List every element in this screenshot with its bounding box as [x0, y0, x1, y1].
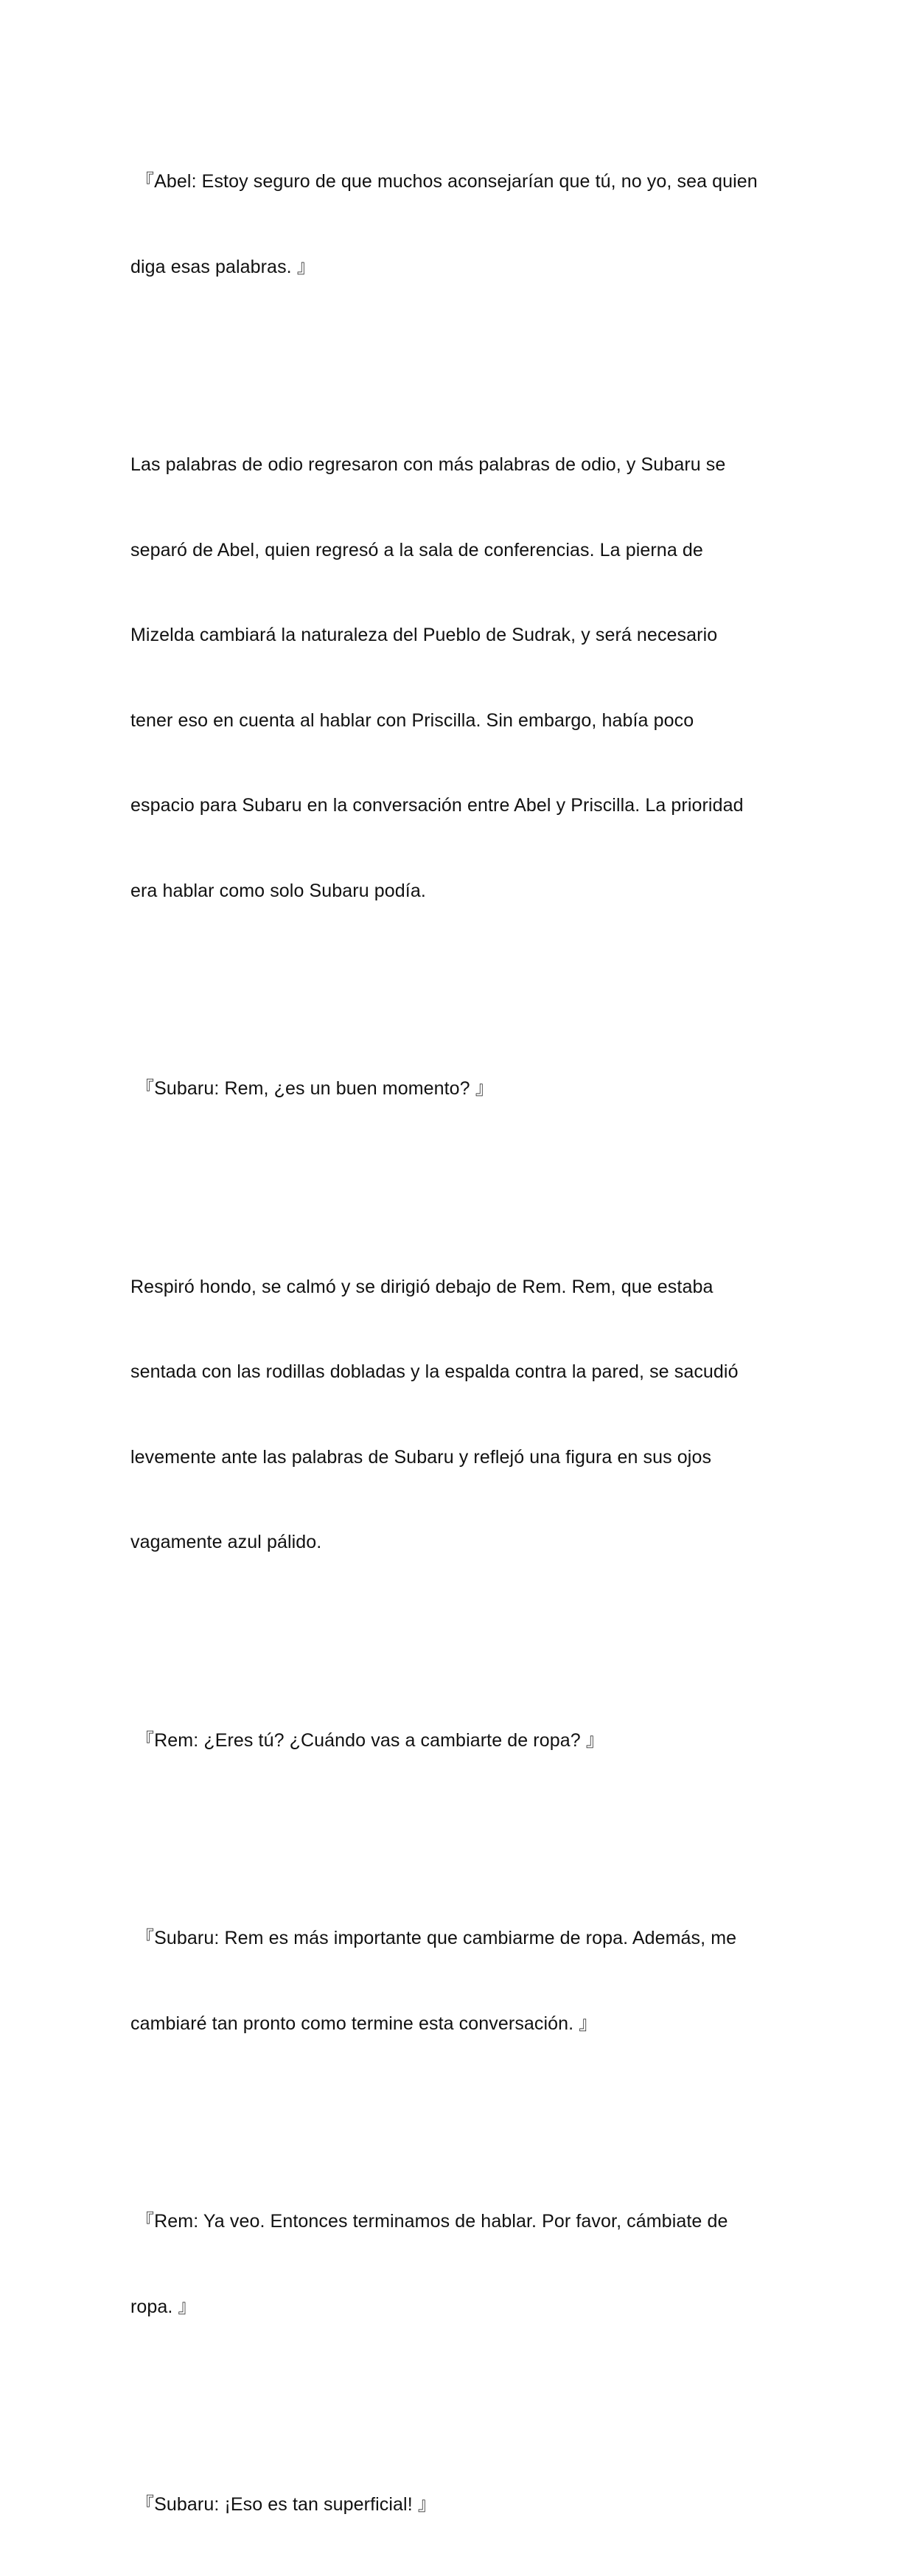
dialogue-paragraph	[130, 1018, 794, 1160]
text-line: 『Subaru: ¡Eso es tan superficial! 』	[130, 2494, 436, 2515]
dialogue-paragraph	[130, 1670, 794, 1812]
text-line: Las palabras de odio regresaron con más palabras de odio, y Subaru se	[130, 454, 726, 475]
dialogue-paragraph	[130, 2150, 794, 2378]
text-line: 『Abel: Estoy seguro de que muchos aconsejarían que tú, no yo, sea quien	[130, 171, 758, 192]
text-line: sentada con las rodillas dobladas y la espalda contra la pared, se sacudió	[130, 1361, 739, 1382]
text-line: tener eso en cuenta al hablar con Priscilla. Sin embargo, había poco	[130, 709, 694, 731]
narration-paragraph	[130, 1216, 794, 1614]
text-line: levemente ante las palabras de Subaru y reflejó una figura en sus ojos	[130, 1446, 712, 1468]
text-line: era hablar como solo Subaru podía.	[130, 880, 426, 901]
dialogue-paragraph	[130, 2434, 794, 2576]
document-body	[130, 111, 794, 2576]
narration-paragraph	[130, 394, 794, 962]
text-line: 『Subaru: Rem, ¿es un buen momento? 』	[130, 1078, 494, 1099]
text-line: espacio para Subaru en la conversación entre Abel y Priscilla. La prioridad	[130, 795, 744, 816]
paragraph-spacer	[130, 2094, 794, 2150]
text-line: Mizelda cambiará la naturaleza del Pueblo de Sudrak, y será necesario	[130, 625, 718, 645]
paragraph-spacer	[130, 1811, 794, 1867]
text-line: separó de Abel, quien regresó a la sala de conferencias. La pierna de	[130, 539, 703, 560]
dialogue-paragraph	[130, 1867, 794, 2094]
text-line: Respiró hondo, se calmó y se dirigió debajo de Rem. Rem, que estaba	[130, 1276, 714, 1297]
text-line: 『Rem: Ya veo. Entonces terminamos de hablar. Por favor, cámbiate de	[130, 2211, 728, 2232]
text-line: diga esas palabras. 』	[130, 256, 315, 277]
text-line: 『Subaru: Rem es más importante que cambiarme de ropa. Además, me	[130, 1928, 737, 1948]
text-line: 『Rem: ¿Eres tú? ¿Cuándo vas a cambiarte de ropa? 』	[130, 1729, 604, 1751]
paragraph-spacer	[130, 338, 794, 394]
text-line: vagamente azul pálido.	[130, 1532, 322, 1552]
paragraph-spacer	[130, 2378, 794, 2434]
dialogue-paragraph	[130, 111, 794, 338]
text-line: ropa. 』	[130, 2296, 197, 2317]
paragraph-spacer	[130, 1160, 794, 1216]
paragraph-spacer	[130, 962, 794, 1018]
text-line: cambiaré tan pronto como termine esta conversación. 』	[130, 2013, 598, 2034]
paragraph-spacer	[130, 1614, 794, 1670]
